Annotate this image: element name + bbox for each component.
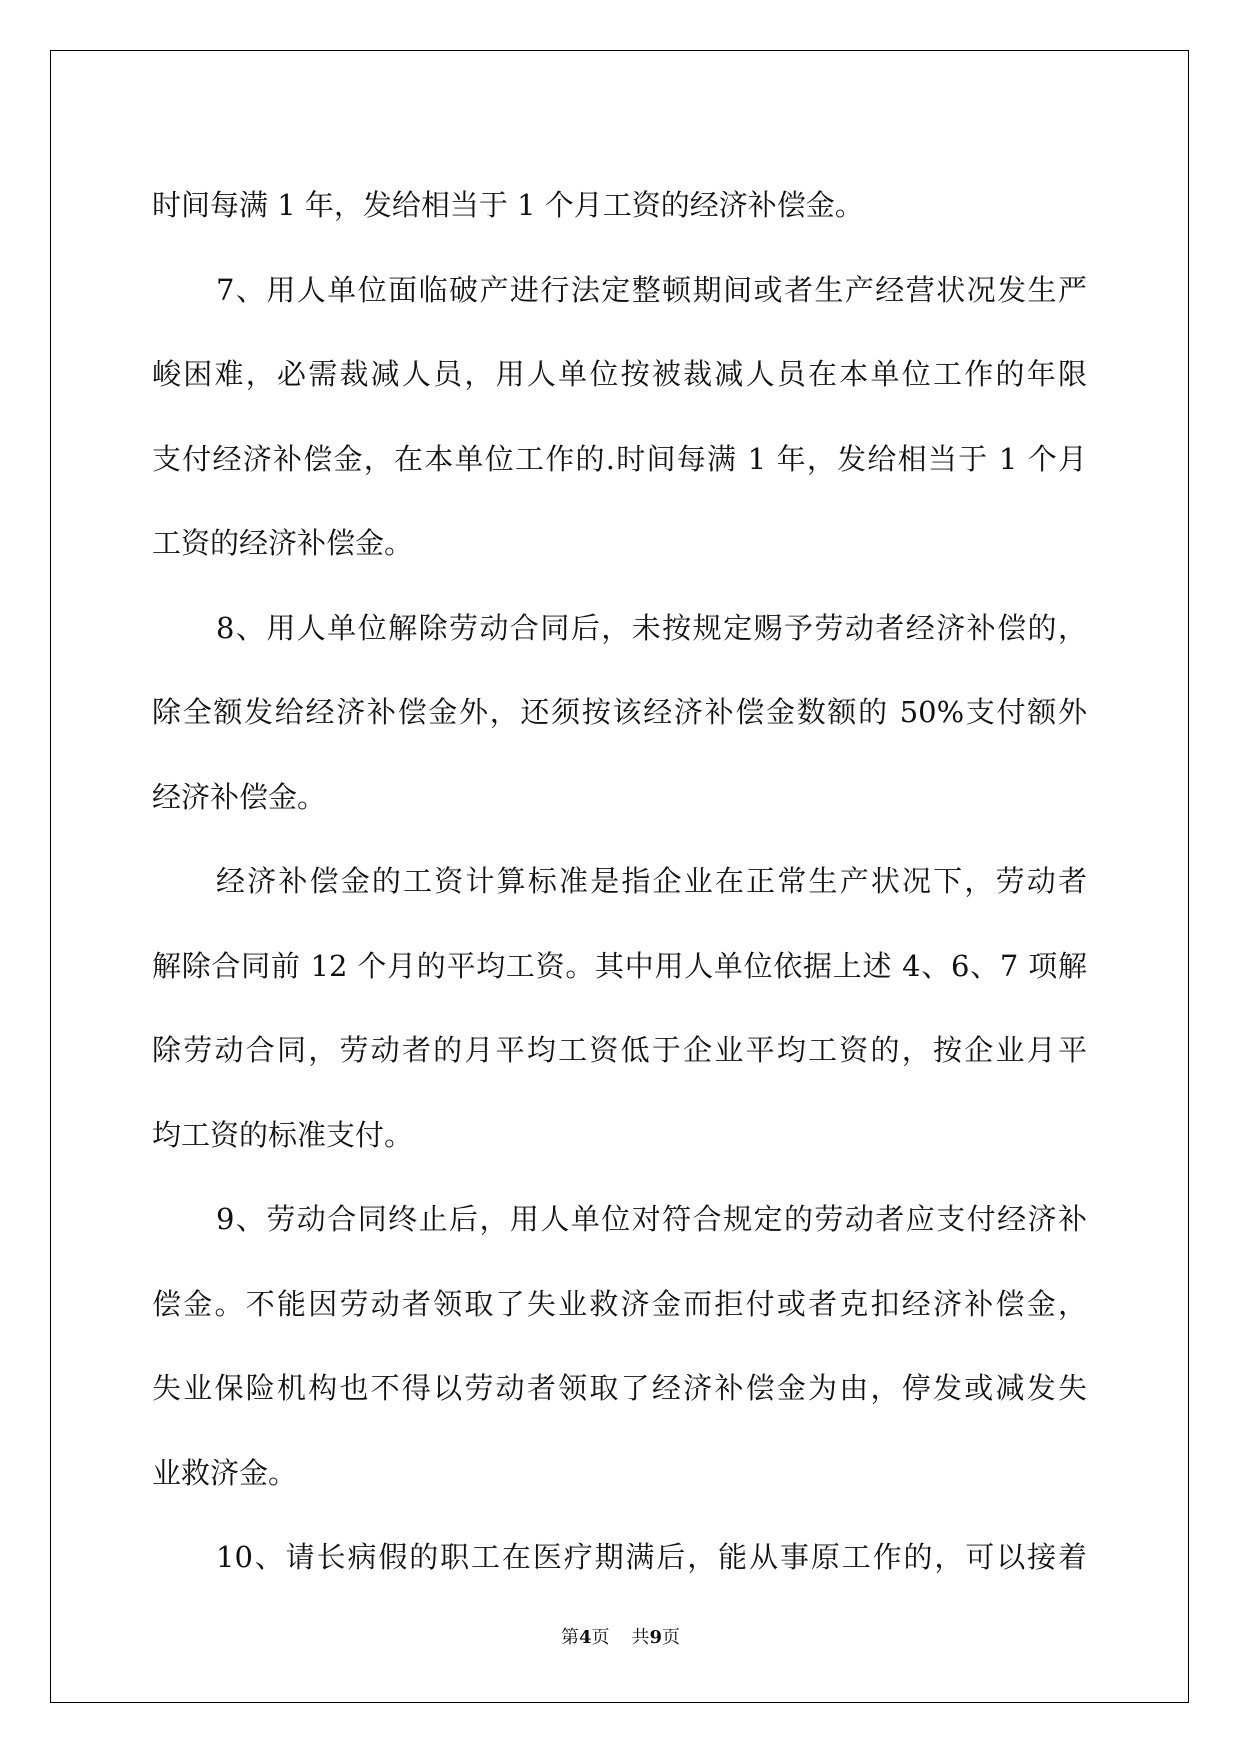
text-line: 业救济金。 — [152, 1455, 298, 1490]
text-line: 偿金。不能因劳动者领取了失业救济金而拒付或者克扣经济补偿金， — [152, 1286, 1087, 1321]
text-line: 经济补偿金。 — [152, 779, 327, 814]
text-line: 7、用人单位面临破产进行法定整顿期间或者生产经营状况发生严 — [216, 272, 1087, 307]
paragraph-item-8 — [152, 586, 1087, 840]
paragraph-item-7 — [152, 248, 1087, 586]
text-line: 支付经济补偿金，在本单位工作的.时间每满 1 年，发给相当于 1 个月 — [152, 441, 1087, 476]
footer-total-prefix: 共 — [631, 1627, 650, 1648]
paragraph-item-9 — [152, 1177, 1087, 1515]
footer-prefix: 第 — [560, 1627, 579, 1648]
total-pages-number: 9 — [649, 1627, 663, 1648]
text-line: 时间每满 1 年，发给相当于 1 个月工资的经济补偿金。 — [152, 188, 864, 222]
text-line: 经济补偿金的工资计算标准是指企业在正常生产状况下，劳动者 — [216, 864, 1087, 898]
text-line: 工资的经济补偿金。 — [152, 526, 414, 560]
text-line: 除全额发给经济补偿金外，还须按该经济补偿金数额的 50%支付额外 — [152, 695, 1087, 729]
footer-total-suffix: 页 — [662, 1627, 681, 1648]
text-line: 解除合同前 12 个月的平均工资。其中用人单位依据上述 4、6、7 项解 — [152, 948, 1087, 983]
text-line: 8、用人单位解除劳动合同后，未按规定赐予劳动者经济补偿的， — [216, 610, 1087, 645]
page-footer — [0, 1623, 1241, 1649]
text-line: 均工资的标准支付。 — [152, 1117, 414, 1152]
current-page-number: 4 — [578, 1627, 592, 1648]
footer-page-suffix: 页 — [591, 1627, 610, 1648]
text-line: 9、劳动合同终止后，用人单位对符合规定的劳动者应支付经济补 — [216, 1202, 1087, 1236]
text-line: 10、请长病假的职工在医疗期满后，能从事原工作的，可以接着 — [216, 1540, 1087, 1574]
paragraph-1 — [152, 163, 1087, 248]
text-line: 除劳动合同，劳动者的月平均工资低于企业平均工资的，按企业月平 — [152, 1033, 1087, 1067]
paragraph-item-10 — [152, 1515, 1087, 1600]
text-line: 失业保险机构也不得以劳动者领取了经济补偿金为由，停发或减发失 — [152, 1371, 1087, 1405]
text-line: 峻困难，必需裁减人员，用人单位按被裁减人员在本单位工作的年限 — [152, 357, 1087, 391]
document-body — [152, 163, 1087, 1600]
paragraph-wage-standard — [152, 839, 1087, 1177]
